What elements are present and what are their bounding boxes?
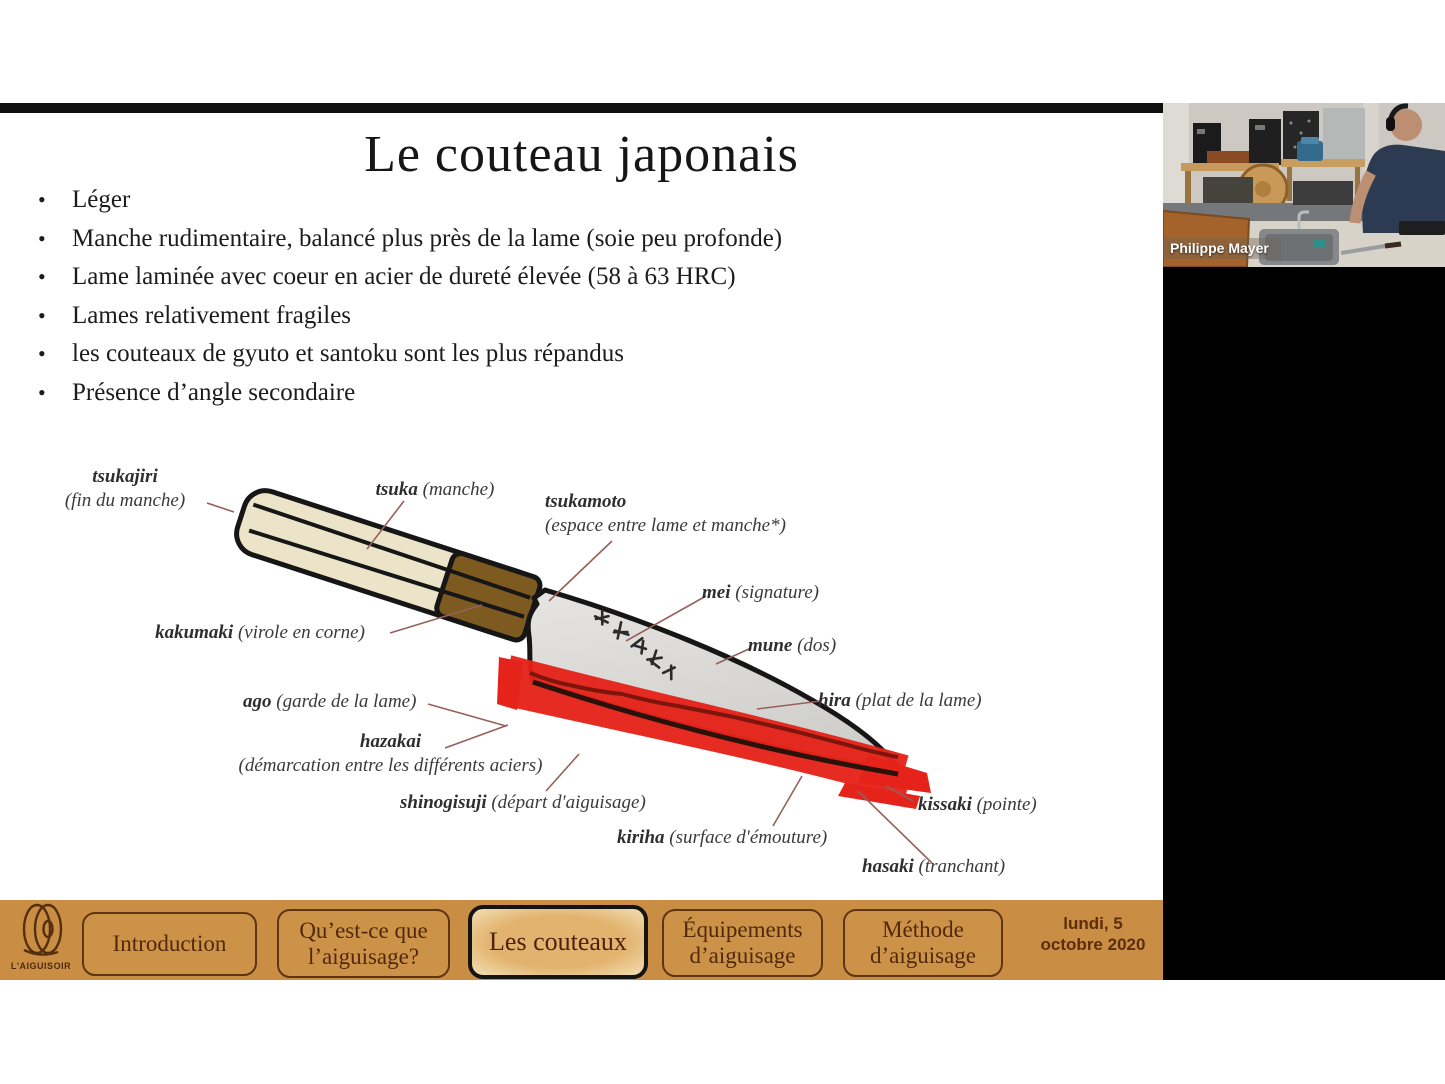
date-line-2: octobre 2020 <box>1040 935 1146 954</box>
nav-button-quest-ce-que-laiguisage[interactable] <box>277 909 450 978</box>
video-panel <box>1163 103 1445 980</box>
nav-button-equipements-daiguisage[interactable] <box>662 909 823 977</box>
knife-diagram <box>0 103 1163 905</box>
participant-name-label: Philippe Mayer <box>1163 238 1281 259</box>
grinding-wheel-logo-icon <box>10 902 72 960</box>
nav-button-introduction[interactable] <box>82 912 257 976</box>
diagram-label-tsukajiri: tsukajiri (fin du manche) <box>64 466 186 511</box>
bullet-item: • Lame laminée avec coeur en acier de dureté élevée (58 à 63 HRC) <box>28 258 1128 297</box>
bullet-item: • les couteaux de gyuto et santoku sont les plus répandus <box>28 335 1128 374</box>
knife-handle <box>231 485 542 642</box>
slide-title: Le couteau japonais <box>364 126 799 183</box>
bullet-item: • Manche rudimentaire, balancé plus près de la lame (soie peu profonde) <box>28 220 1128 259</box>
diagram-label-kiriha: kiriha (surface d'émouture) <box>617 827 828 848</box>
bullet-item: • Présence d’angle secondaire <box>28 374 1128 413</box>
presentation-slide <box>0 103 1163 905</box>
diagram-label-hasaki: hasaki (tranchant) <box>862 856 1006 877</box>
date-line-1: lundi, 5 <box>1063 914 1123 933</box>
aiguisoir-logo <box>8 902 74 978</box>
diagram-label-shinogisuji: shinogisuji (départ d'aiguisage) <box>400 792 646 813</box>
nav-button-label: Introduction <box>112 931 227 956</box>
participant-video[interactable] <box>1163 103 1445 267</box>
nav-button-les-couteaux[interactable] <box>468 905 648 979</box>
nav-button-label: Qu’est-ce que l’aiguisage? <box>299 917 428 969</box>
diagram-label-hazakai: hazakai (démarcation entre les différents aciers) <box>238 731 543 776</box>
logo-text: L'AIGUISOIR <box>10 961 72 971</box>
diagram-label-kakumaki: kakumaki (virole en corne) <box>155 622 365 643</box>
nav-button-methode-daiguisage[interactable] <box>843 909 1003 977</box>
nav-button-label: Les couteaux <box>489 927 627 956</box>
bullet-item: • Lames relativement fragiles <box>28 297 1128 336</box>
diagram-label-ago: ago (garde de la lame) <box>243 691 417 712</box>
diagram-label-mune: mune (dos) <box>748 635 837 656</box>
date-display <box>1030 913 1156 955</box>
nav-button-label: Équipements d’aiguisage <box>682 917 803 968</box>
nav-button-label: Méthode d’aiguisage <box>869 917 976 968</box>
bullet-item: • Léger <box>28 181 1128 220</box>
diagram-label-tsuka: tsuka (manche) <box>375 479 495 500</box>
diagram-label-tsukamoto: tsukamoto (espace entre lame et manche*) <box>545 491 786 536</box>
diagram-label-hira: hira (plat de la lame) <box>818 690 982 711</box>
diagram-label-mei: mei (signature) <box>702 582 819 603</box>
diagram-label-kissaki: kissaki (pointe) <box>918 794 1037 815</box>
presentation-nav-bar <box>0 900 1163 980</box>
